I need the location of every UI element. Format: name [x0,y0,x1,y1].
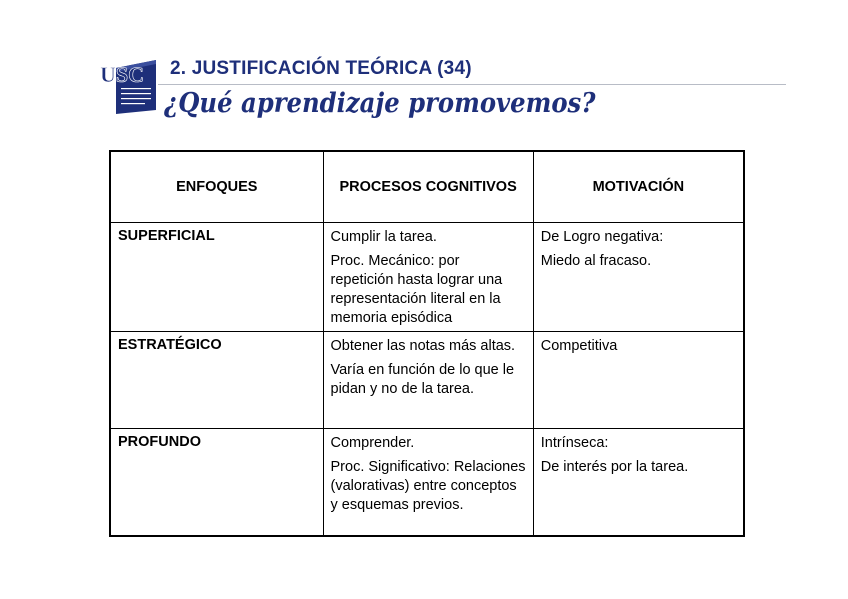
header-motivacion: MOTIVACIÓN [533,151,744,223]
motivacion-line: Competitiva [540,338,618,354]
procesos-line: Comprender. [330,435,415,451]
procesos-cell [323,429,533,537]
motivacion-line: De Logro negativa: [540,229,664,245]
procesos-line: Proc. Mecánico: por repetición hasta lograr una representación literal en la memoria episódica [330,253,503,326]
enfoque-cell: ESTRATÉGICO [110,332,323,429]
logo-text: USC [100,62,145,87]
section-heading: 2. JUSTIFICACIÓN TEÓRICA (34) [170,58,472,79]
header-procesos: PROCESOS COGNITIVOS [323,151,533,223]
slide-subtitle: ¿Qué aprendizaje promovemos? [164,88,596,119]
procesos-line: Obtener las notas más altas. [330,338,516,354]
motivacion-cell [533,223,744,332]
table-row [110,223,744,332]
procesos-cell [323,332,533,429]
header-divider [158,84,786,85]
table-header-row [110,151,744,223]
enfoque-cell: PROFUNDO [110,429,323,537]
procesos-line: Proc. Significativo: Relaciones (valorativas) entre conceptos y esquemas previos. [330,459,526,513]
usc-logo [100,58,158,114]
table-row [110,429,744,537]
motivacion-cell [533,429,744,537]
procesos-line: Varía en función de lo que le pidan y no de la tarea. [330,362,515,397]
motivacion-cell [533,332,744,429]
learning-approaches-table [109,150,745,537]
enfoque-cell: SUPERFICIAL [110,223,323,332]
table-row [110,332,744,429]
header-enfoques: ENFOQUES [110,151,323,223]
procesos-cell [323,223,533,332]
motivacion-line: Intrínseca: [540,435,609,451]
motivacion-line: De interés por la tarea. [540,459,689,475]
motivacion-line: Miedo al fracaso. [540,253,652,269]
procesos-line: Cumplir la tarea. [330,229,437,245]
